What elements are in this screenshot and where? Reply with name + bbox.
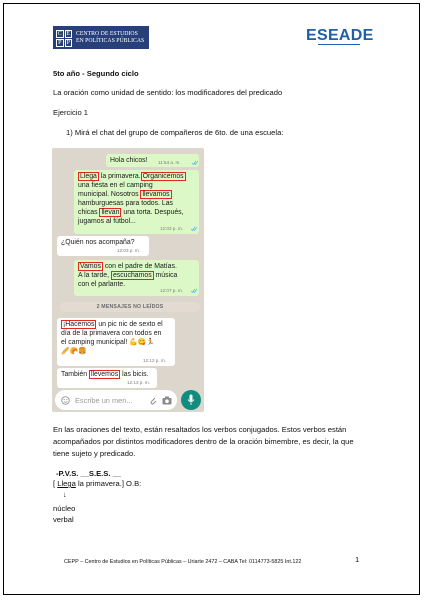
message-text: música (153, 272, 178, 280)
highlighted-verb: Llega (80, 173, 97, 180)
down-arrow-icon: ↓ (63, 490, 67, 499)
analysis-sentence (53, 479, 141, 489)
message-text: hamburguesas para todos. Las (78, 200, 173, 208)
message-text: También (61, 371, 89, 378)
chat-message (57, 318, 175, 366)
message-text: una torta. Después, (121, 209, 184, 217)
chat-message (57, 368, 157, 388)
cepp-logo-letter: C (57, 30, 62, 37)
chat-message (74, 170, 199, 234)
message-text: municipal. Nosotros (78, 191, 141, 199)
explanation-line: tiene sujeto y predicado. (53, 449, 136, 458)
explanation-line: acompañados por distintos modificadores dentro de la oración bimembre, es decir, la que (53, 437, 354, 446)
cepp-logo-letter: P (65, 39, 73, 47)
message-input-placeholder: Escribe un men... (75, 396, 133, 405)
analysis-bracket: [ (53, 479, 58, 488)
analysis-verb: Llega (57, 479, 76, 488)
explanation-line: En las oraciones del texto, están resaltados los verbos conjugados. Estos verbos están (53, 425, 347, 434)
message-text: con el padre de Matías. (102, 263, 177, 270)
message-text: ¿Quién nos acompaña? (61, 239, 135, 246)
unread-divider: 2 MENSAJES NO LEÍDOS (60, 302, 200, 312)
message-time: 11:54 a. m. (158, 160, 181, 165)
highlighted-verb: ¡Hacemos (63, 321, 95, 328)
message-time: 12:07 p. m. (160, 288, 183, 293)
message-time: 12:12 p. m. (143, 358, 166, 363)
double-check-icon (192, 160, 198, 165)
exercise-label: Ejercicio 1 (53, 108, 89, 117)
highlighted-verb: Vamos (80, 263, 101, 270)
message-text: Hola chicos! (110, 157, 148, 164)
message-text: chicas (78, 209, 100, 217)
eseade-logo (306, 28, 372, 50)
message-text: el camping municipal! 💪😋🏃 (61, 339, 155, 347)
attach-icon[interactable] (149, 395, 157, 405)
topic-title: La oración como unidad de sentido: los modificadores del predicado (53, 88, 283, 97)
cepp-logo-line1: CENTRO DE ESTUDIOS (76, 30, 138, 37)
page-number: 1 (355, 555, 360, 564)
highlighted-verb: Organicemos (142, 173, 184, 180)
grade-heading: 5to año - Segundo ciclo (53, 69, 139, 78)
cepp-logo-letter: E (66, 30, 71, 37)
chat-message (57, 236, 149, 256)
cepp-logo-mark (56, 30, 72, 46)
chat-screenshot (52, 148, 204, 412)
analysis-rest: la primavera.] O.B: (75, 479, 142, 488)
analysis-header: -P.V.S. __S.E.S. __ (56, 469, 122, 478)
microphone-button[interactable] (181, 390, 201, 410)
message-text: día de la primavera con todos en (61, 330, 162, 338)
message-text: las bicis. (120, 371, 149, 378)
highlighted-verb: escuchamos (112, 272, 152, 280)
message-text: un pic nic de sexto el (96, 321, 163, 328)
cepp-logo (53, 26, 149, 49)
camera-icon[interactable] (162, 396, 172, 405)
message-text: una fiesta en el camping (78, 182, 153, 190)
message-time: 12:03 p. m. (160, 226, 183, 231)
nucleus-label: verbal (53, 515, 74, 524)
message-text: A la tarde, (78, 272, 111, 280)
message-text: la primavera. (98, 173, 141, 180)
eseade-logo-tagline (318, 44, 360, 47)
message-text: 🥖🥐🍔 (61, 348, 87, 356)
message-time: 12:13 p. m. (127, 380, 150, 385)
microphone-icon (187, 394, 195, 406)
emoji-icon[interactable] (61, 396, 70, 405)
message-time: 12:03 p. m. (117, 248, 140, 253)
message-text: jugamos al fútbol... (78, 218, 136, 226)
cepp-logo-line2: EN POLÍTICAS PÚBLICAS (76, 37, 145, 44)
double-check-icon (191, 288, 197, 293)
highlighted-verb: llevamos (142, 191, 170, 199)
instruction-text: 1) Mirá el chat del grupo de compañeros de 6to. de una escuela: (66, 128, 284, 137)
chat-message (106, 154, 199, 167)
eseade-logo-word: ESEADE (306, 27, 374, 44)
double-check-icon (191, 226, 197, 231)
highlighted-verb: llevemos (90, 371, 119, 378)
message-input[interactable] (55, 390, 177, 410)
footer-text: CEPP – Centro de Estudios en Políticas Públicas – Uriarte 2472 – CABA Tel: 0114773-5825 Int.122 (64, 559, 302, 565)
cepp-logo-letter: P (56, 39, 64, 47)
message-text: con el parlante. (78, 281, 126, 289)
nucleus-label: núcleo (53, 504, 76, 513)
chat-message (74, 260, 199, 296)
highlighted-verb: llevan (101, 209, 120, 217)
